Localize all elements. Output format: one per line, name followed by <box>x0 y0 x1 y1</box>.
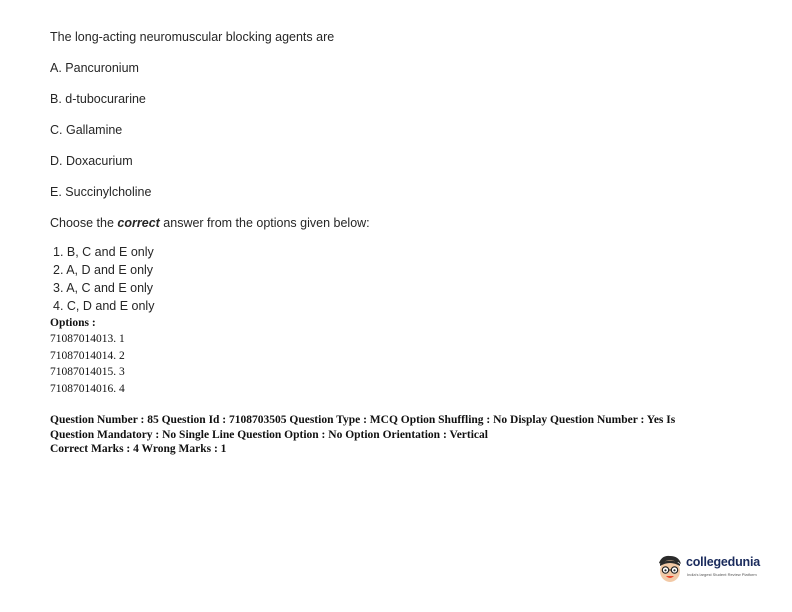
option-id-row: 71087014013. 1 <box>50 333 125 345</box>
question-info-line-3: Correct Marks : 4 Wrong Marks : 1 <box>50 443 227 455</box>
statement-e: E. Succinylcholine <box>50 185 152 199</box>
answer-choice-3: 3. A, C and E only <box>53 281 154 295</box>
instruction-suffix: answer from the options given below: <box>159 216 370 230</box>
answer-choice-2: 2. A, D and E only <box>53 263 154 277</box>
question-info-line-1: Question Number : 85 Question Id : 7108703505 Question Type : MCQ Option Shuffling : No Display Question Number : Yes Is <box>50 414 676 426</box>
statement-d: D. Doxacurium <box>50 154 133 168</box>
question-block <box>50 30 750 315</box>
options-meta-block <box>50 315 750 457</box>
option-id-row: 71087014014. 2 <box>50 349 125 362</box>
instruction-prefix: Choose the <box>50 216 118 230</box>
question-info <box>50 413 710 457</box>
statement-c: C. Gallamine <box>50 123 123 137</box>
statement-b: B. d-tubocurarine <box>50 92 146 106</box>
question-stem: The long-acting neuromuscular blocking agents are <box>50 30 335 44</box>
option-id-row: 71087014016. 4 <box>50 382 125 395</box>
instruction <box>50 216 750 231</box>
answer-choice-4: 4. C, D and E only <box>53 299 155 313</box>
statement-a: A. Pancuronium <box>50 61 139 75</box>
answer-choice-1: 1. B, C and E only <box>53 245 154 259</box>
instruction-emphasis: correct <box>117 216 160 230</box>
logo-tagline: India's largest Student Review Platform <box>687 572 757 577</box>
mascot-face-icon <box>656 554 684 584</box>
answer-choice-list <box>50 243 750 315</box>
question-info-line-2: Question Mandatory : No Single Line Question Option : No Option Orientation : Vertical <box>50 428 488 441</box>
options-title: Options : <box>50 317 96 329</box>
option-id-row: 71087014015. 3 <box>50 366 125 378</box>
collegedunia-logo <box>656 554 766 586</box>
logo-wordmark: collegedunia <box>686 555 761 569</box>
